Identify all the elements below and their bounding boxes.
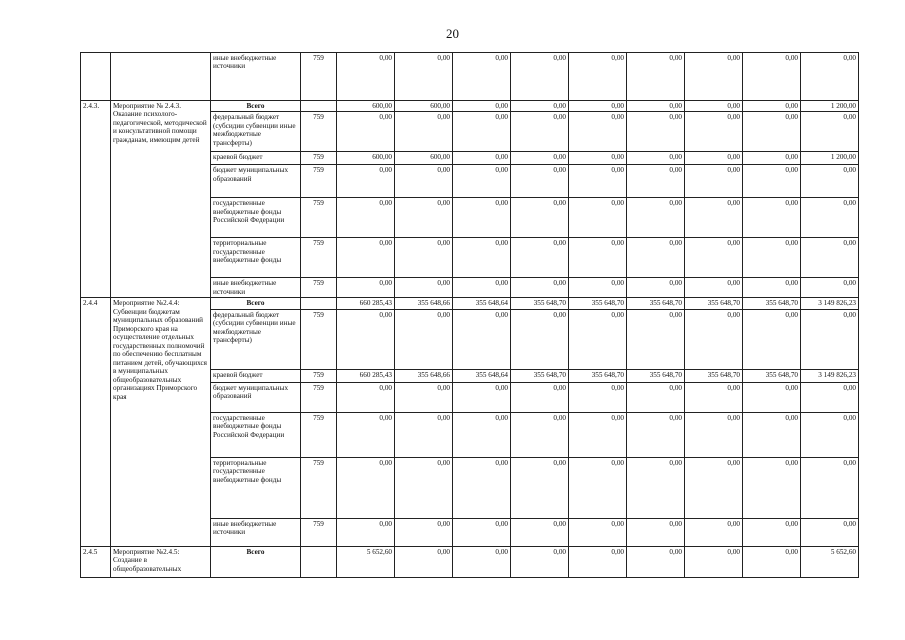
amount-cell: 0,00 <box>453 101 511 112</box>
measure-index <box>81 53 111 101</box>
amount-cell: 0,00 <box>685 238 743 278</box>
budget-code: 759 <box>301 309 337 369</box>
amount-cell: 0,00 <box>453 112 511 152</box>
budget-code <box>301 101 337 112</box>
amount-cell: 0,00 <box>395 53 453 101</box>
amount-cell: 355 648,66 <box>395 369 453 382</box>
amount-cell: 0,00 <box>569 152 627 165</box>
funding-source: иные внебюджетные источники <box>211 278 301 298</box>
amount-cell: 0,00 <box>569 278 627 298</box>
table-body <box>81 53 859 578</box>
amount-cell: 0,00 <box>627 238 685 278</box>
amount-cell: 0,00 <box>569 457 627 518</box>
amount-cell: 0,00 <box>685 112 743 152</box>
amount-cell: 0,00 <box>395 518 453 546</box>
table-row <box>81 546 859 577</box>
amount-cell: 0,00 <box>511 457 569 518</box>
amount-cell: 0,00 <box>627 278 685 298</box>
funding-source: бюджет муниципальных образований <box>211 165 301 198</box>
amount-cell: 660 285,43 <box>337 369 395 382</box>
amount-cell: 0,00 <box>395 278 453 298</box>
amount-cell: 0,00 <box>685 165 743 198</box>
amount-cell: 0,00 <box>685 546 743 577</box>
amount-cell: 0,00 <box>395 112 453 152</box>
amount-cell: 355 648,70 <box>511 298 569 309</box>
amount-cell: 600,00 <box>337 152 395 165</box>
measure-index: 2.4.5 <box>81 546 111 577</box>
amount-cell: 0,00 <box>627 152 685 165</box>
amount-cell: 0,00 <box>453 238 511 278</box>
budget-code: 759 <box>301 369 337 382</box>
amount-cell: 0,00 <box>569 546 627 577</box>
amount-cell: 0,00 <box>685 518 743 546</box>
amount-total-cell: 0,00 <box>801 457 859 518</box>
amount-cell: 0,00 <box>337 309 395 369</box>
funding-source: иные внебюджетные источники <box>211 518 301 546</box>
amount-cell: 0,00 <box>511 309 569 369</box>
amount-total-cell: 0,00 <box>801 165 859 198</box>
amount-cell: 0,00 <box>453 152 511 165</box>
amount-cell: 0,00 <box>627 53 685 101</box>
amount-cell: 0,00 <box>627 457 685 518</box>
budget-code: 759 <box>301 112 337 152</box>
amount-cell: 0,00 <box>627 518 685 546</box>
amount-cell: 0,00 <box>337 53 395 101</box>
amount-cell: 0,00 <box>627 546 685 577</box>
amount-cell: 355 648,70 <box>569 298 627 309</box>
amount-cell: 0,00 <box>627 101 685 112</box>
amount-cell: 355 648,70 <box>685 369 743 382</box>
amount-cell: 0,00 <box>685 198 743 238</box>
amount-cell: 0,00 <box>569 112 627 152</box>
amount-cell: 0,00 <box>511 238 569 278</box>
amount-cell: 0,00 <box>569 53 627 101</box>
amount-cell: 0,00 <box>743 238 801 278</box>
budget-code: 759 <box>301 278 337 298</box>
amount-cell: 0,00 <box>511 101 569 112</box>
funding-source: иные внебюджетные источники <box>211 53 301 101</box>
amount-cell: 355 648,64 <box>453 298 511 309</box>
amount-cell: 0,00 <box>569 101 627 112</box>
total-label: Всего <box>211 101 301 112</box>
amount-cell: 0,00 <box>743 457 801 518</box>
amount-cell: 0,00 <box>511 518 569 546</box>
amount-cell: 0,00 <box>337 165 395 198</box>
total-label: Всего <box>211 298 301 309</box>
budget-code: 759 <box>301 382 337 412</box>
amount-cell: 0,00 <box>337 518 395 546</box>
amount-cell: 0,00 <box>569 309 627 369</box>
amount-cell: 0,00 <box>453 165 511 198</box>
budget-code: 759 <box>301 457 337 518</box>
amount-cell: 0,00 <box>453 457 511 518</box>
amount-cell: 0,00 <box>569 165 627 198</box>
amount-cell: 0,00 <box>627 165 685 198</box>
funding-source: краевой бюджет <box>211 152 301 165</box>
amount-cell: 600,00 <box>395 101 453 112</box>
amount-cell: 0,00 <box>743 382 801 412</box>
amount-cell: 0,00 <box>569 238 627 278</box>
amount-cell: 0,00 <box>627 382 685 412</box>
budget-code: 759 <box>301 152 337 165</box>
amount-cell: 0,00 <box>569 518 627 546</box>
amount-cell: 355 648,70 <box>685 298 743 309</box>
amount-cell: 0,00 <box>685 278 743 298</box>
budget-code: 759 <box>301 518 337 546</box>
measure-name: Мероприятие №2.4.5: Создание в общеобразовательных <box>111 546 211 577</box>
amount-cell: 0,00 <box>627 412 685 457</box>
amount-cell: 0,00 <box>627 112 685 152</box>
amount-cell: 0,00 <box>337 457 395 518</box>
budget-code: 759 <box>301 198 337 238</box>
amount-cell: 0,00 <box>395 457 453 518</box>
amount-cell: 0,00 <box>395 546 453 577</box>
amount-cell: 0,00 <box>685 152 743 165</box>
funding-source: территориальные государственные внебюджетные фонды <box>211 457 301 518</box>
amount-cell: 355 648,70 <box>743 298 801 309</box>
budget-code: 759 <box>301 53 337 101</box>
amount-cell: 0,00 <box>395 309 453 369</box>
amount-cell: 0,00 <box>743 412 801 457</box>
amount-cell: 0,00 <box>511 278 569 298</box>
amount-cell: 0,00 <box>743 309 801 369</box>
funding-source: федеральный бюджет (субсидии субвенции иные межбюджетные трансферты) <box>211 112 301 152</box>
amount-cell: 0,00 <box>453 198 511 238</box>
amount-cell: 355 648,70 <box>511 369 569 382</box>
amount-cell: 0,00 <box>743 165 801 198</box>
amount-cell: 0,00 <box>685 412 743 457</box>
amount-cell: 0,00 <box>337 238 395 278</box>
measure-name: Мероприятие №2.4.4: Субвенции бюджетам муниципальных образований Приморского края на осуществление отдельных государственных полномочий по обеспечению бесплатным питанием детей, обучающихся в муниципальных общеобразовательных организациях Приморского края <box>111 298 211 546</box>
amount-total-cell: 1 200,00 <box>801 101 859 112</box>
amount-cell: 0,00 <box>569 382 627 412</box>
amount-cell: 0,00 <box>395 238 453 278</box>
amount-total-cell: 0,00 <box>801 518 859 546</box>
page-number: 20 <box>446 26 459 41</box>
table-row <box>81 298 859 309</box>
amount-total-cell: 1 200,00 <box>801 152 859 165</box>
amount-cell: 600,00 <box>395 152 453 165</box>
amount-cell: 0,00 <box>511 112 569 152</box>
amount-total-cell: 5 652,60 <box>801 546 859 577</box>
table-row <box>81 101 859 112</box>
amount-cell: 0,00 <box>453 518 511 546</box>
funding-source: федеральный бюджет (субсидии субвенции иные межбюджетные трансферты) <box>211 309 301 369</box>
amount-total-cell: 0,00 <box>801 309 859 369</box>
amount-cell: 355 648,70 <box>627 369 685 382</box>
funding-source: государственные внебюджетные фонды Российской Федерации <box>211 412 301 457</box>
amount-total-cell: 0,00 <box>801 382 859 412</box>
amount-cell: 0,00 <box>395 165 453 198</box>
amount-cell: 0,00 <box>453 412 511 457</box>
amount-cell: 0,00 <box>337 278 395 298</box>
amount-cell: 600,00 <box>337 101 395 112</box>
measure-name <box>111 53 211 101</box>
amount-total-cell: 0,00 <box>801 53 859 101</box>
amount-cell: 0,00 <box>685 101 743 112</box>
amount-cell: 0,00 <box>743 53 801 101</box>
funding-source: бюджет муниципальных образований <box>211 382 301 412</box>
amount-cell: 660 285,43 <box>337 298 395 309</box>
amount-cell: 0,00 <box>511 546 569 577</box>
amount-cell: 0,00 <box>743 112 801 152</box>
amount-cell: 0,00 <box>743 546 801 577</box>
amount-cell: 0,00 <box>627 198 685 238</box>
amount-total-cell: 0,00 <box>801 112 859 152</box>
amount-total-cell: 0,00 <box>801 198 859 238</box>
amount-cell: 0,00 <box>453 382 511 412</box>
amount-cell: 0,00 <box>685 457 743 518</box>
amount-cell: 0,00 <box>743 152 801 165</box>
budget-code <box>301 298 337 309</box>
funding-source: краевой бюджет <box>211 369 301 382</box>
budget-code: 759 <box>301 238 337 278</box>
budget-code: 759 <box>301 165 337 198</box>
amount-total-cell: 3 149 826,23 <box>801 298 859 309</box>
amount-cell: 0,00 <box>453 278 511 298</box>
amount-cell: 0,00 <box>743 198 801 238</box>
amount-cell: 355 648,70 <box>743 369 801 382</box>
table-row <box>81 53 859 101</box>
amount-cell: 0,00 <box>511 412 569 457</box>
amount-cell: 0,00 <box>627 309 685 369</box>
funding-source: территориальные государственные внебюджетные фонды <box>211 238 301 278</box>
amount-total-cell: 0,00 <box>801 412 859 457</box>
amount-cell: 355 648,64 <box>453 369 511 382</box>
amount-cell: 355 648,70 <box>569 369 627 382</box>
amount-cell: 355 648,66 <box>395 298 453 309</box>
amount-cell: 0,00 <box>569 412 627 457</box>
budget-code: 759 <box>301 412 337 457</box>
funding-source: государственные внебюджетные фонды Российской Федерации <box>211 198 301 238</box>
amount-cell: 0,00 <box>337 112 395 152</box>
measure-index: 2.4.3. <box>81 101 111 298</box>
amount-total-cell: 0,00 <box>801 238 859 278</box>
budget-table <box>80 52 859 578</box>
amount-cell: 0,00 <box>337 412 395 457</box>
amount-cell: 0,00 <box>395 382 453 412</box>
amount-cell: 0,00 <box>511 165 569 198</box>
amount-cell: 0,00 <box>511 382 569 412</box>
amount-cell: 0,00 <box>743 518 801 546</box>
measure-name: Мероприятие № 2.4.3. Оказание психолого-педагогической, методической и консультативной помощи гражданам, имеющим детей <box>111 101 211 298</box>
amount-cell: 0,00 <box>453 53 511 101</box>
amount-cell: 0,00 <box>569 198 627 238</box>
amount-cell: 0,00 <box>337 382 395 412</box>
amount-cell: 0,00 <box>685 53 743 101</box>
amount-cell: 0,00 <box>743 101 801 112</box>
amount-cell: 0,00 <box>685 309 743 369</box>
amount-cell: 0,00 <box>337 198 395 238</box>
measure-index: 2.4.4 <box>81 298 111 546</box>
amount-cell: 0,00 <box>685 382 743 412</box>
amount-total-cell: 0,00 <box>801 278 859 298</box>
amount-cell: 0,00 <box>511 53 569 101</box>
amount-cell: 0,00 <box>453 309 511 369</box>
amount-cell: 0,00 <box>743 278 801 298</box>
amount-cell: 5 652,60 <box>337 546 395 577</box>
amount-cell: 0,00 <box>395 198 453 238</box>
amount-cell: 0,00 <box>511 198 569 238</box>
amount-total-cell: 3 149 826,23 <box>801 369 859 382</box>
amount-cell: 0,00 <box>511 152 569 165</box>
amount-cell: 0,00 <box>453 546 511 577</box>
amount-cell: 355 648,70 <box>627 298 685 309</box>
budget-code <box>301 546 337 577</box>
total-label: Всего <box>211 546 301 577</box>
amount-cell: 0,00 <box>395 412 453 457</box>
